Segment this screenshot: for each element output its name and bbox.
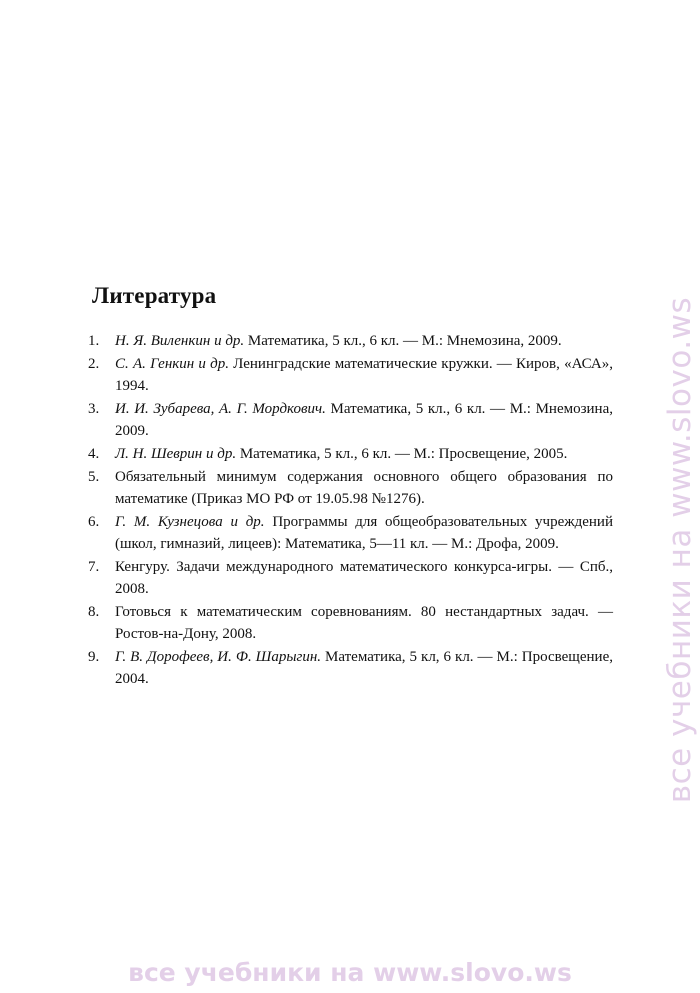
reference-authors: Г. В. Дорофеев, И. Ф. Шарыгин.	[115, 649, 322, 665]
reference-item	[88, 556, 613, 600]
reference-list	[88, 330, 613, 691]
reference-item	[88, 646, 613, 690]
reference-number: 1.	[88, 333, 100, 349]
reference-text: Математика, 5 кл., 6 кл. — М.: Мнемозина, 2009.	[244, 333, 562, 349]
reference-authors: С. А. Генкин и др.	[115, 356, 229, 372]
reference-number: 9.	[88, 649, 100, 665]
reference-number: 5.	[88, 469, 100, 485]
reference-text: Математика, 5 кл., 6 кл. — М.: Мнемозина, 2009.	[115, 401, 613, 439]
reference-authors: И. И. Зубарева, А. Г. Мордкович.	[115, 401, 326, 417]
reference-number: 2.	[88, 356, 100, 372]
reference-number: 8.	[88, 604, 100, 620]
reference-item	[88, 443, 613, 465]
reference-text: Программы для общеобразовательных учреждений (школ, гимназий, лицеев): Математика, 5—11 кл. — М.: Дрофа, 2009.	[115, 514, 613, 552]
reference-item	[88, 330, 613, 352]
page-title: Литература	[92, 283, 217, 308]
reference-text: Готовься к математическим соревнованиям. 80 нестандартных задач. — Ростов-на-Дону, 2008.	[115, 604, 613, 642]
reference-text: Математика, 5 кл, 6 кл. — М.: Просвещение, 2004.	[115, 649, 613, 687]
watermark-vertical-text: все учебники на www.slovo.ws	[662, 296, 698, 804]
reference-number: 7.	[88, 559, 100, 575]
reference-authors: Г. М. Кузнецова и др.	[115, 514, 265, 530]
watermark-vertical	[660, 140, 700, 960]
reference-text: Ленинградские математические кружки. — Киров, «АСА», 1994.	[115, 356, 613, 394]
reference-text: Кенгуру. Задачи международного математического конкурса-игры. — Спб., 2008.	[115, 559, 613, 597]
reference-text: Математика, 5 кл., 6 кл. — М.: Просвещение, 2005.	[236, 446, 568, 462]
reference-text: Обязательный минимум содержания основного общего образования по математике (Приказ МО РФ от 19.05.98 №1276).	[115, 469, 613, 507]
reference-item	[88, 353, 613, 397]
reference-item	[88, 511, 613, 555]
reference-item	[88, 466, 613, 510]
reference-item	[88, 398, 613, 442]
watermark-bottom: все учебники на www.slovo.ws	[128, 958, 572, 987]
reference-number: 4.	[88, 446, 100, 462]
reference-number: 3.	[88, 401, 100, 417]
reference-number: 6.	[88, 514, 100, 530]
reference-authors: Л. Н. Шеврин и др.	[115, 446, 237, 462]
reference-item	[88, 601, 613, 645]
reference-authors: Н. Я. Виленкин и др.	[115, 333, 245, 349]
